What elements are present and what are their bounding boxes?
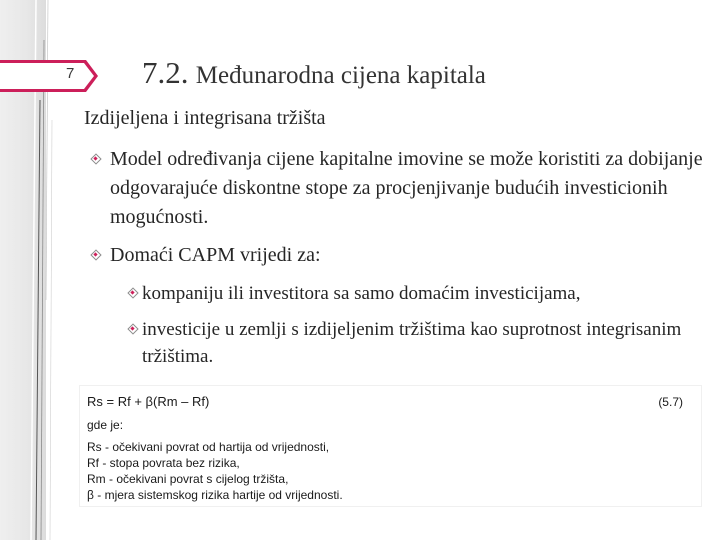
slide-subtitle: Izdijeljena i integrisana tržišta xyxy=(84,107,326,129)
title-text: Međunarodna cijena kapitala xyxy=(195,62,486,89)
sub-bullet-text: investicije u zemlji s izdijeljenim tržištima kao suprotnost integrisanim tržištima. xyxy=(142,319,682,367)
diamond-bullet-icon xyxy=(91,250,101,260)
formula-line: Rs - očekivani povrat od hartija od vrijednosti, xyxy=(87,440,330,454)
bullet-item xyxy=(91,145,711,232)
formula-line: Rf - stopa povrata bez rizika, xyxy=(87,456,240,470)
sub-bullet-item xyxy=(128,316,718,370)
slide-number-tab xyxy=(0,58,100,94)
diamond-bullet-icon xyxy=(128,324,138,334)
sub-bullet-text: kompaniju ili investitora sa samo domaćim investicijama, xyxy=(142,283,581,304)
bullet-text: Model određivanja cijene kapitalne imovine se može koristiti za dobijanje odgovarajuće diskontne stope za procjenjivanje budućih investicionih mogućnosti. xyxy=(110,148,703,228)
slide-title xyxy=(142,55,486,91)
bullet-item xyxy=(91,241,711,270)
diamond-bullet-icon xyxy=(128,288,138,298)
capm-equation: Rs = Rf + β(Rm – Rf) xyxy=(87,394,210,409)
slide-number: 7 xyxy=(66,65,75,82)
formula-line: Rm - očekivani povrat s cijelog tržišta, xyxy=(87,472,289,486)
bullet-text: Domaći CAPM vrijedi za: xyxy=(110,244,321,266)
diamond-bullet-icon xyxy=(91,154,101,164)
sub-bullet-item xyxy=(128,280,718,307)
formula-line: gde je: xyxy=(87,418,124,432)
title-number: 7.2. xyxy=(142,55,189,90)
formula-line: β - mjera sistemskog rizika hartije od vrijednosti. xyxy=(87,488,343,502)
equation-number: (5.7) xyxy=(658,395,683,409)
formula-image xyxy=(80,386,701,506)
